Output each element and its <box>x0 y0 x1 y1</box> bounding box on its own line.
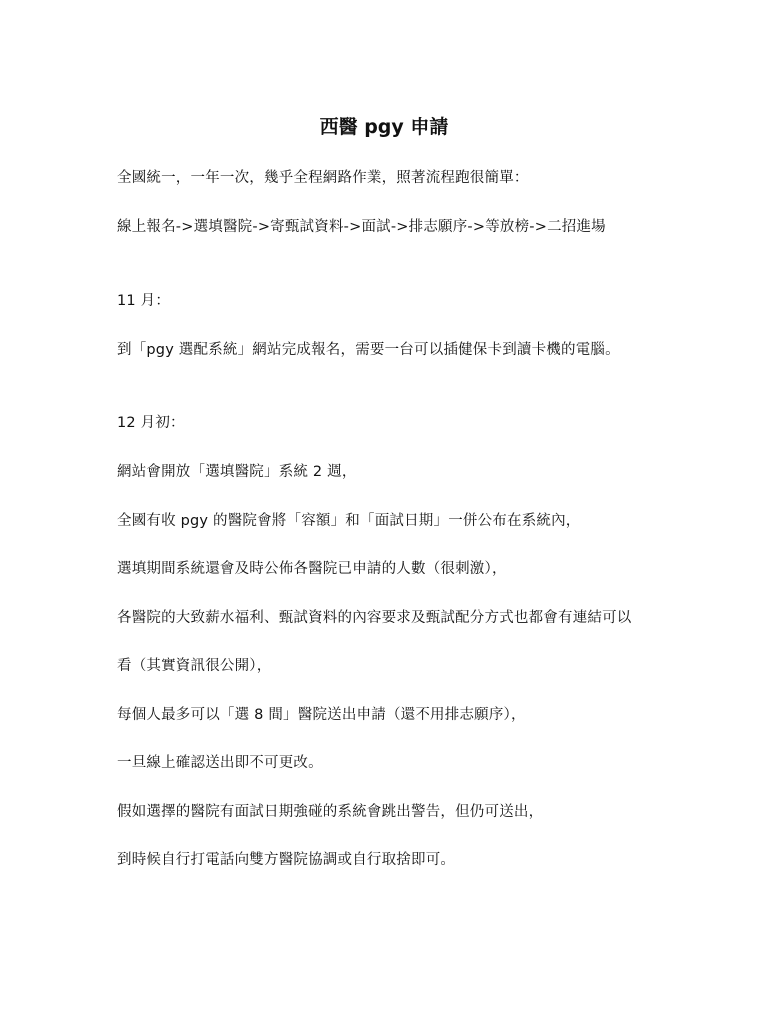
paragraph-coordinate: 到時候自行打電話向雙方醫院協調或自行取捨即可。 <box>117 852 456 868</box>
paragraph-registration: 到「pgy 選配系統」網站完成報名，需要一台可以插健保卡到讀卡機的電腦。 <box>117 342 620 358</box>
paragraph-hospital-info-cont: 看（其實資訊很公開）， <box>117 658 272 674</box>
paragraph-intro: 全國統一，一年一次，幾乎全程網路作業，照著流程跑很簡單： <box>117 170 529 186</box>
section-heading-november: 11 月： <box>117 293 171 309</box>
paragraph-applicant-counts: 選填期間系統還會及時公佈各醫院已申請的人數（很刺激）， <box>117 561 507 577</box>
paragraph-process-flow: 線上報名->選填醫院->寄甄試資料->面試->排志願序->等放榜->二招進場 <box>117 219 606 235</box>
paragraph-hospital-info: 各醫院的大致薪水福利、甄試資料的內容要求及甄試配分方式也都會有連結可以 <box>117 610 632 626</box>
paragraph-max-eight: 每個人最多可以「選 8 間」醫院送出申請（還不用排志願序）， <box>117 707 526 723</box>
section-heading-early-december: 12 月初： <box>117 415 185 431</box>
paragraph-selection-open: 網站會開放「選填醫院」系統 2 週， <box>117 464 357 480</box>
paragraph-no-change: 一旦線上確認送出即不可更改。 <box>117 755 323 771</box>
paragraph-conflict-warning: 假如選擇的醫院有面試日期強碰的系統會跳出警告，但仍可送出， <box>117 804 544 820</box>
paragraph-quota-dates: 全國有收 pgy 的醫院會將「容額」和「面試日期」一併公布在系統內， <box>117 513 581 529</box>
document-title: 西醫 pgy 申請 <box>319 116 449 138</box>
